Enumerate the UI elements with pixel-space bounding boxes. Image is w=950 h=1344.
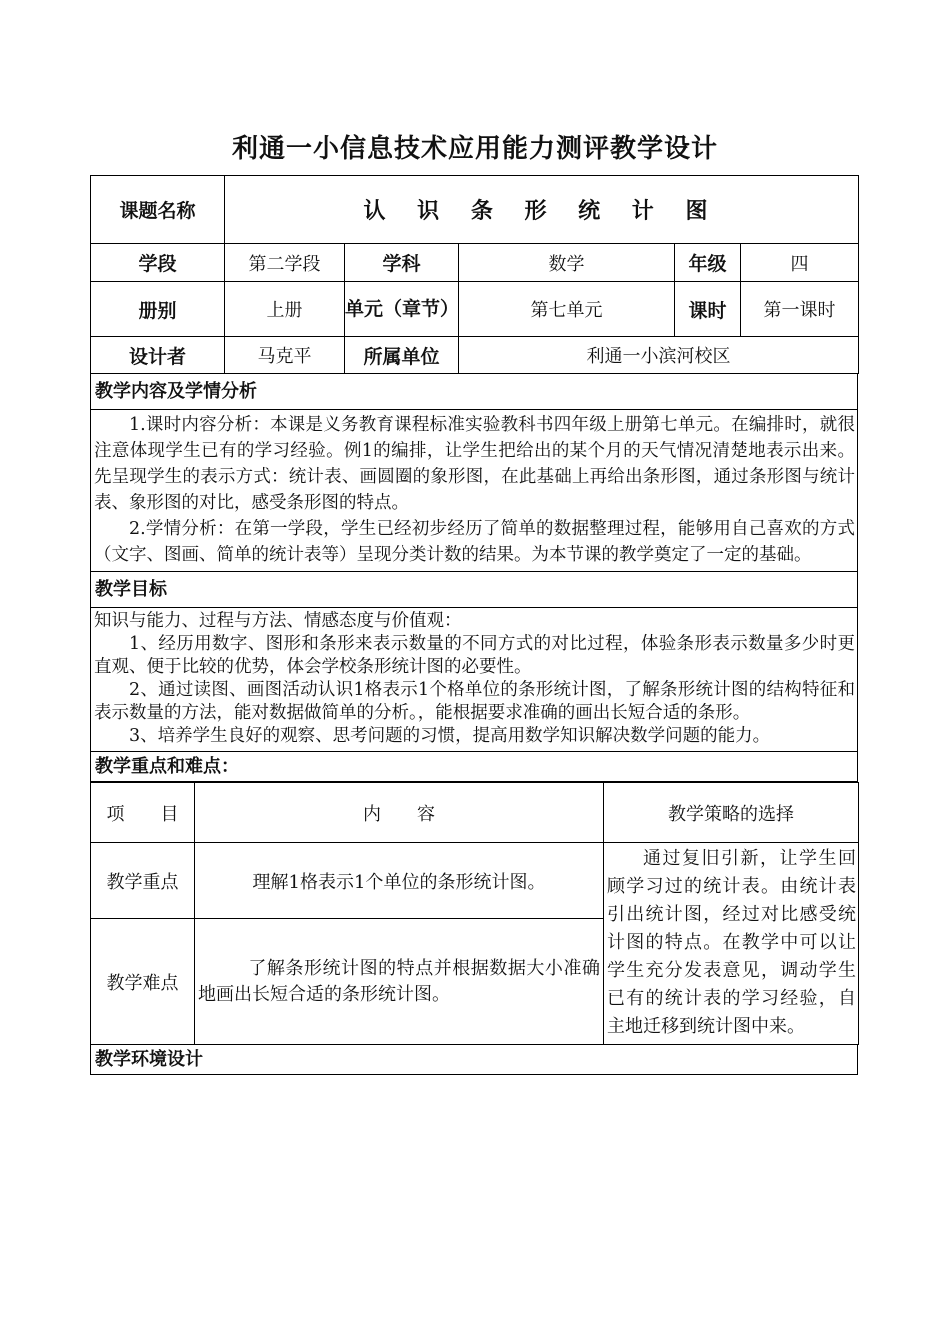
key-points-table — [90, 782, 859, 1045]
objectives-heading: 教学目标 — [90, 572, 858, 608]
content-analysis-heading: 教学内容及学情分析 — [90, 374, 858, 410]
designer-label: 设计者 — [91, 337, 225, 374]
school-label: 所属单位 — [345, 337, 459, 374]
key-point-content: 理解1格表示1个单位的条形统计图。 — [195, 843, 604, 919]
key-points-heading: 教学重点和难点： — [90, 752, 858, 782]
designer-value: 马克平 — [225, 337, 345, 374]
key-point-label: 教学重点 — [91, 843, 195, 919]
subject-label: 学科 — [345, 244, 459, 282]
document-title: 利通一小信息技术应用能力测评教学设计 — [231, 134, 718, 164]
strategy-content: 通过复旧引新，让学生回顾学习过的统计表。由统计表引出统计图，经过对比感受统计图的特点。在教学中可以让学生充分发表意见，调动学生已有的统计表的学习经验，自主地迁移到统计图中来。 — [604, 843, 859, 1045]
student-analysis-paragraph: 2.学情分析：在第一学段，学生已经初步经历了简单的数据整理过程，能够用自己喜欢的方式（文字、图画、简单的统计表等）呈现分类计数的结果。为本节课的教学奠定了一定的基础。 — [94, 519, 855, 565]
stage-value: 第二学段 — [225, 244, 345, 282]
difficult-point-content: 了解条形统计图的特点并根据数据大小准确地画出长短合适的条形统计图。 — [195, 919, 604, 1045]
objective-item-1: 1、经历用数字、图形和条形来表示数量的不同方式的对比过程，体验条形表示数量多少时更直观、便于比较的优势，体会学校条形统计图的必要性。 — [94, 634, 855, 677]
subject-value: 数学 — [459, 244, 675, 282]
school-value: 利通一小滨河校区 — [459, 337, 859, 374]
grade-value: 四 — [741, 244, 859, 282]
info-table — [90, 175, 859, 374]
objective-item-2: 2、通过读图、画图活动认识1格表示1个格单位的条形统计图，了解条形统计图的结构特征和表示数量的方法，能对数据做简单的分析。，能根据要求准确的画出长短合适的条形。 — [94, 680, 855, 723]
stage-label: 学段 — [91, 244, 225, 282]
column-strategy-header: 教学策略的选择 — [604, 783, 859, 843]
content-analysis-body — [90, 410, 858, 572]
period-label: 课时 — [675, 282, 741, 337]
volume-label: 册别 — [91, 282, 225, 337]
column-item-header: 项 目 — [91, 783, 195, 843]
unit-value: 第七单元 — [459, 282, 675, 337]
lesson-plan-form — [90, 175, 858, 1075]
volume-value: 上册 — [225, 282, 345, 337]
environment-heading: 教学环境设计 — [90, 1045, 858, 1075]
unit-label: 单元（章节） — [345, 282, 459, 337]
topic-value: 认 识 条 形 统 计 图 — [225, 176, 859, 244]
period-value: 第一课时 — [741, 282, 859, 337]
difficult-point-label: 教学难点 — [91, 919, 195, 1045]
grade-label: 年级 — [675, 244, 741, 282]
column-content-header: 内 容 — [195, 783, 604, 843]
content-analysis-paragraph: 1.课时内容分析：本课是义务教育课程标准实验教科书四年级上册第七单元。在编排时，就很注意体现学生已有的学习经验。例1的编排，让学生把给出的某个月的天气情况清楚地表示出来。先呈现学生的表示方式：统计表、画圆圈的象形图，在此基础上再给出条形图，通过条形图与统计表、象形图的对比，感受条形图的特点。 — [94, 415, 855, 513]
objective-item-3: 3、培养学生良好的观察、思考问题的习惯，提高用数学知识解决数学问题的能力。 — [129, 726, 771, 746]
topic-label: 课题名称 — [91, 176, 225, 244]
objectives-body — [90, 608, 858, 752]
objectives-intro: 知识与能力、过程与方法、情感态度与价值观： — [94, 611, 462, 631]
